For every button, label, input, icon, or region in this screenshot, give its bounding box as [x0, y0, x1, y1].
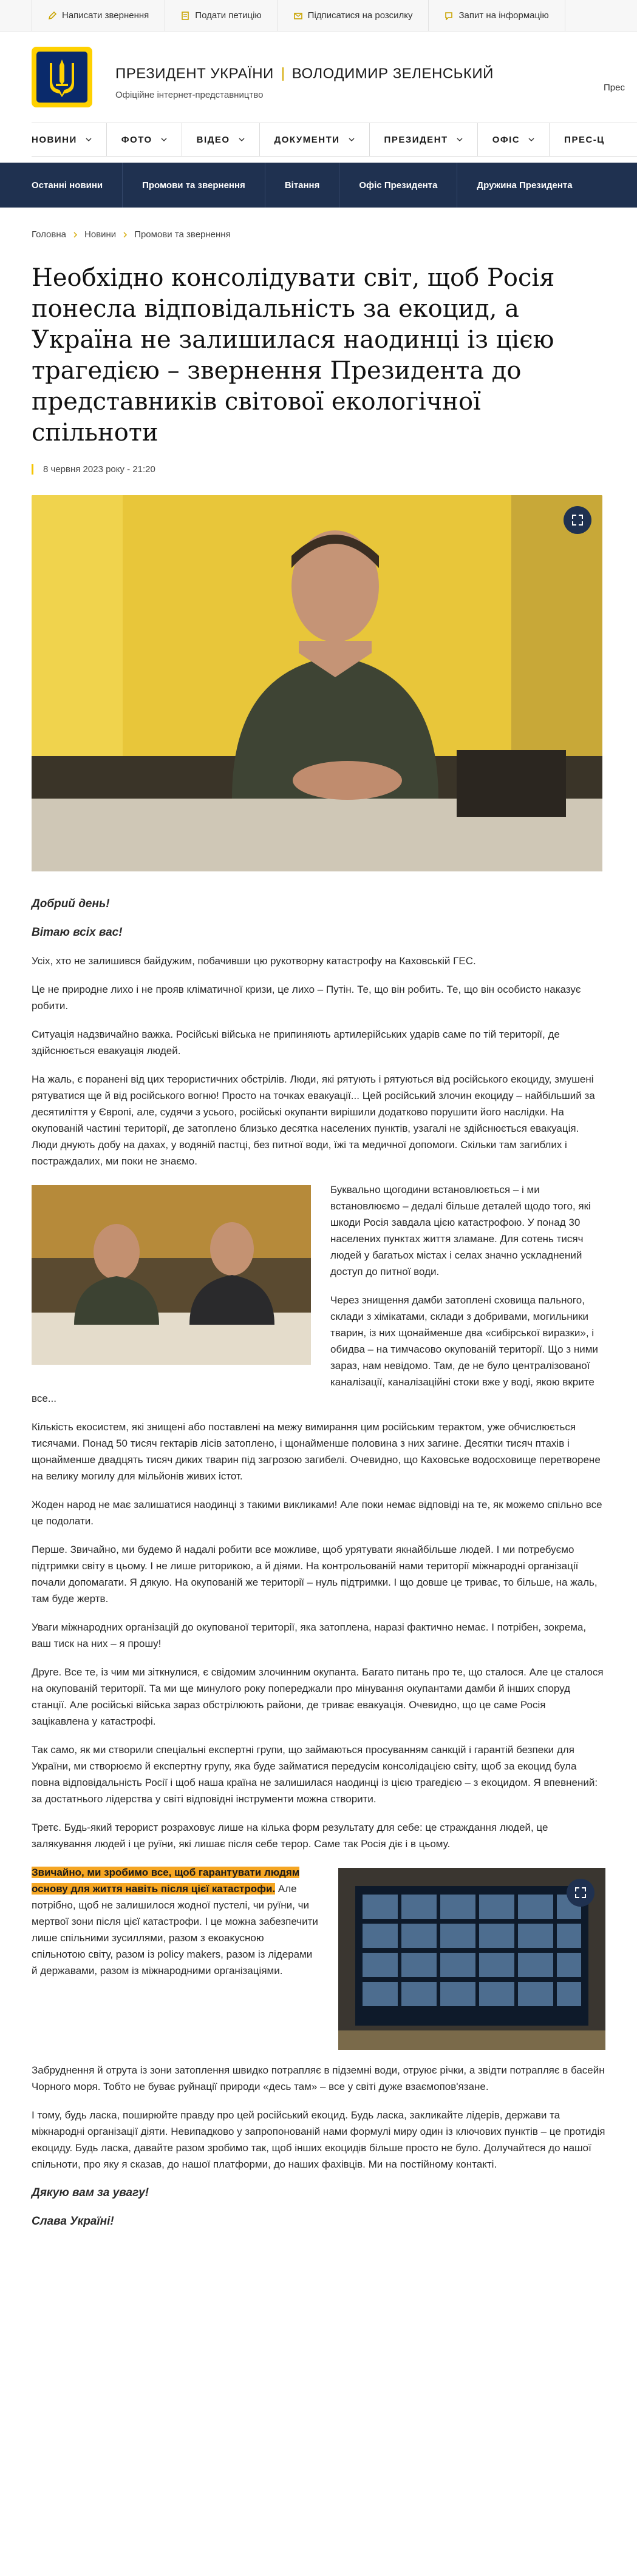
info-request-label: Запит на інформацію	[458, 10, 549, 21]
submit-petition-link[interactable]	[165, 0, 277, 31]
article-title: Необхідно консолідувати світ, щоб Росія понесла відповідальність за екоцид, а Україна не залишилася наодинці із цією трагедією – звернення Президента до представників світової екологічної спільноти	[32, 264, 555, 447]
site-subtitle: Офіційне інтернет-представництво	[115, 90, 264, 100]
chevron-down-icon	[161, 137, 167, 143]
site-title-president: ПРЕЗИДЕНТ УКРАЇНИ	[115, 66, 274, 82]
article-body	[32, 896, 605, 2229]
coat-of-arms-logo[interactable]	[32, 47, 92, 107]
chevron-down-icon	[239, 137, 245, 143]
subnav-presidents-office[interactable]: Офіс Президента	[339, 163, 457, 208]
paragraph: Кількість екосистем, які знищені або поставлені на межу вимирання цим російським терактом, уже обчислюється тисячами. Понад 50 тисяч гектарів лісів затоплено, і щонайменше половина з них загине. Десятки тисяч птахів і щонайменше двадцять тисяч диких тварин під загрозою загибелі. Очевидно, що Каховське водосховище перетворене на велику могилу для мільйонів живих істот.	[32, 1421, 601, 1482]
closing-line: Дякую вам за увагу!	[32, 2186, 149, 2199]
chevron-down-icon	[86, 137, 92, 143]
utility-bar	[0, 0, 637, 32]
videoconference-screen-photo	[338, 1868, 605, 2050]
paragraph: Уваги міжнародних організацій до окупованої території, яка затоплена, наразі фактично немає. І потрібен, зокрема, ваш тиск на них – я прошу!	[32, 1621, 587, 1649]
paragraph: Так само, як ми створили спеціальні експертні групи, що займаються просуванням санкцій і гарантій безпеки для України, ми створюємо й експертну групу, яка буде займатися передусім консолідацією світу, щоб за екоцид була повна відповідальність Росії і щоб наша країна не залишилася наодинці із цією трагедією – з екоцидом. Я впевнений: за достатнього лідерства у світі відповідні інструменти можна створити.	[32, 1744, 598, 1805]
section-subnav	[0, 163, 637, 208]
info-request-link[interactable]	[428, 0, 565, 31]
subnav-speeches[interactable]: Промови та звернення	[123, 163, 265, 208]
subscribe-link[interactable]	[278, 0, 429, 31]
subnav-first-lady[interactable]: Дружина Президента	[477, 180, 573, 191]
inline-photo-videoconference[interactable]	[338, 1868, 605, 2050]
breadcrumb-news[interactable]: Новини	[84, 229, 117, 240]
site-title-name: ВОЛОДИМИР ЗЕЛЕНСЬКИЙ	[291, 66, 494, 82]
paragraph: Перше. Звичайно, ми будемо й надалі робити все можливе, щоб урятувати якнайбільше людей. І ми потребуємо підтримки світу в цьому. І не лише риторикою, а й діями. На контрольованій нами території міжнародні організації почали допомагати. Я дякую. На окупованій же території – нуль підтримки. І що довше це триває, то більше, на жаль, там буде жертв.	[32, 1544, 598, 1604]
breadcrumb-home[interactable]: Головна	[32, 229, 66, 240]
chevron-right-icon	[123, 232, 127, 238]
paragraph: І тому, будь ласка, поширюйте правду про цей російський екоцид. Будь ласка, закликайте лідерів, держави та міжнародні організації діяти. Невипадково у запропонованій нами формулі миру один із ключових пунктів – це протидія екоциду. Будь ласка, давайте разом зробимо так, щоб інших екоцидів більше просто не було. Долучайтеся до нашої спільноти, про яку я сказав, до нашої платформи, до наших фахівців. Ми на постійному контакті.	[32, 2109, 605, 2170]
paragraph: Усіх, хто не залишився байдужим, побачивши цю рукотворну катастрофу на Каховській ГЕС.	[32, 955, 476, 967]
greeting-line: Добрий день!	[32, 898, 110, 910]
subnav-greetings[interactable]: Вітання	[265, 163, 340, 208]
closing-line: Слава Україні!	[32, 2215, 114, 2228]
paragraph: Через знищення дамби затоплені сховища пального, склади з хімікатами, склади з добривами, могильники тварин, із них щонайменше два «сибірської виразки», і обидва – на тимчасово окупованій території. Що з ними зараз, нам невідомо. Там, де не було централізованої каналізації, каналізаційні стоки вже у воді, якою вкрите все...	[32, 1294, 598, 1404]
main-menu	[32, 123, 637, 157]
paragraph: Буквально щогодини встановлюється – і ми встановлюємо – дедалі більше деталей щодо того, які шкоди Росія завдала цією катастрофою. У понад 30 населених пунктах життя зламане. Для сотень тисяч людей у багатьох містах і селах значно ускладнений доступ до питної води.	[330, 1184, 591, 1277]
petition-icon	[181, 12, 189, 20]
highlighted-text: Звичайно, ми зробимо все, щоб гарантувати людям основу для життя навіть після цієї катастрофи.	[32, 1867, 300, 1895]
greeting-line: Вітаю всіх вас!	[32, 926, 123, 939]
press-link[interactable]: Прес	[604, 83, 625, 93]
info-request-icon	[445, 12, 453, 20]
subnav-latest-news[interactable]: Останні новини	[32, 163, 123, 208]
paragraph-rest: Але потрібно, щоб не залишилося жодної пустелі, чи руїни, чи мертвої зони після цієї катастрофи. І це можна забезпечити лише спільними зусиллями, разом з екоакусною спільнотою світу, разом із policy makers, разом із лідерами й державами, разом із міжнародними організаціями.	[32, 1883, 318, 1976]
article-date: 8 червня 2023 року - 21:20	[32, 464, 605, 475]
president-and-official-photo	[32, 1185, 311, 1365]
menu-item-office[interactable]	[492, 123, 550, 156]
expand-photo-button[interactable]	[564, 506, 591, 534]
site-title[interactable]	[115, 66, 494, 83]
trident-icon	[46, 57, 78, 97]
menu-item-news[interactable]	[32, 123, 107, 156]
paragraph: Друге. Все те, із чим ми зіткнулися, є свідомим злочинним окупанта. Багато питань про те, що сталося. Але це сталося на окупованій території. Та ми ще минулого року попереджали про мінування окупантами дамби й інших споруд станції. Але російські війська зараз обстрілюють райони, де триває евакуація. Очевидно, що це саме Росія зацікавлена у катастрофі.	[32, 1666, 604, 1727]
chevron-down-icon	[457, 137, 463, 143]
menu-item-president[interactable]	[384, 123, 478, 156]
chevron-down-icon	[349, 137, 355, 143]
chevron-down-icon	[528, 137, 534, 143]
menu-item-label: ФОТО	[121, 134, 152, 145]
paragraph: Ситуація надзвичайно важка. Російські війська не припиняють артилерійських ударів саме по тій території, де здійснюється евакуація людей.	[32, 1029, 560, 1056]
paragraph: Це не природне лихо і не прояв кліматичної кризи, це лихо – Путін. Те, що він робить. Те, що він особисто наказує робити.	[32, 984, 581, 1012]
title-divider	[282, 67, 284, 81]
write-appeal-label: Написати звернення	[62, 10, 149, 21]
breadcrumb-speeches[interactable]: Промови та звернення	[134, 229, 231, 240]
expand-icon	[571, 514, 584, 526]
envelope-icon	[294, 12, 302, 20]
breadcrumb	[32, 229, 605, 240]
menu-item-label: ДОКУМЕНТИ	[274, 134, 340, 145]
president-at-table-photo	[32, 495, 602, 871]
menu-item-label: ВІДЕО	[196, 134, 230, 145]
expand-photo-button[interactable]	[567, 1879, 594, 1907]
paragraph: Жоден народ не має залишатися наодинці з такими викликами! Але поки немає відповіді на те, як можемо спільно все це подолати.	[32, 1499, 602, 1527]
menu-item-label: НОВИНИ	[32, 134, 77, 145]
paragraph: На жаль, є поранені від цих терористичних обстрілів. Люди, які рятують і рятуються від російського екоциду, змушені рятуватися ще й від російського вогню! Просто на точках евакуації... Цей російський злочин екоциду – найбільший за десятиліття у Європі, але, судячи з усього, російські окупанти вирішили додатково порушити його наслідки. На окупованій частині території, де затоплено близько десятка населених пунктів, узагалі не здійснюється евакуація. Люди днують добу на дахах, у водяній пастці, без питної води, їжі та медичної допомоги. Скільки там загиблих і постраждалих, ми поки не знаємо.	[32, 1073, 595, 1167]
write-appeal-link[interactable]	[32, 0, 165, 31]
site-header	[0, 32, 637, 123]
menu-item-press-center[interactable]	[564, 123, 619, 156]
subscribe-label: Підписатися на розсилку	[307, 10, 413, 21]
hero-photo[interactable]	[32, 495, 602, 871]
menu-item-label: ПРЕС-Ц	[564, 134, 605, 145]
paragraph: Третє. Будь-який терорист розраховує лише на кілька форм результату для себе: це страждання людей, це залякування людей і це руїни, які лишає після себе терор. Саме так Росія діє і в цьому.	[32, 1822, 548, 1850]
menu-item-photo[interactable]	[121, 123, 182, 156]
article-container	[0, 229, 637, 2229]
menu-item-documents[interactable]	[274, 123, 370, 156]
expand-icon	[574, 1887, 587, 1899]
menu-item-label: ПРЕЗИДЕНТ	[384, 134, 448, 145]
inline-photo-meeting[interactable]	[32, 1185, 311, 1365]
menu-item-video[interactable]	[197, 123, 260, 156]
paragraph: Забруднення й отрута із зони затоплення швидко потрапляє в підземні води, отруює річки, а звідти потрапляє в басейн Чорного моря. Тобто не буває руйнації природи «десь там» – все у світі дуже взаємопов'язане.	[32, 2064, 605, 2092]
pencil-icon	[48, 12, 56, 20]
menu-item-label: ОФІС	[492, 134, 520, 145]
chevron-right-icon	[73, 232, 77, 238]
submit-petition-label: Подати петицію	[195, 10, 262, 21]
